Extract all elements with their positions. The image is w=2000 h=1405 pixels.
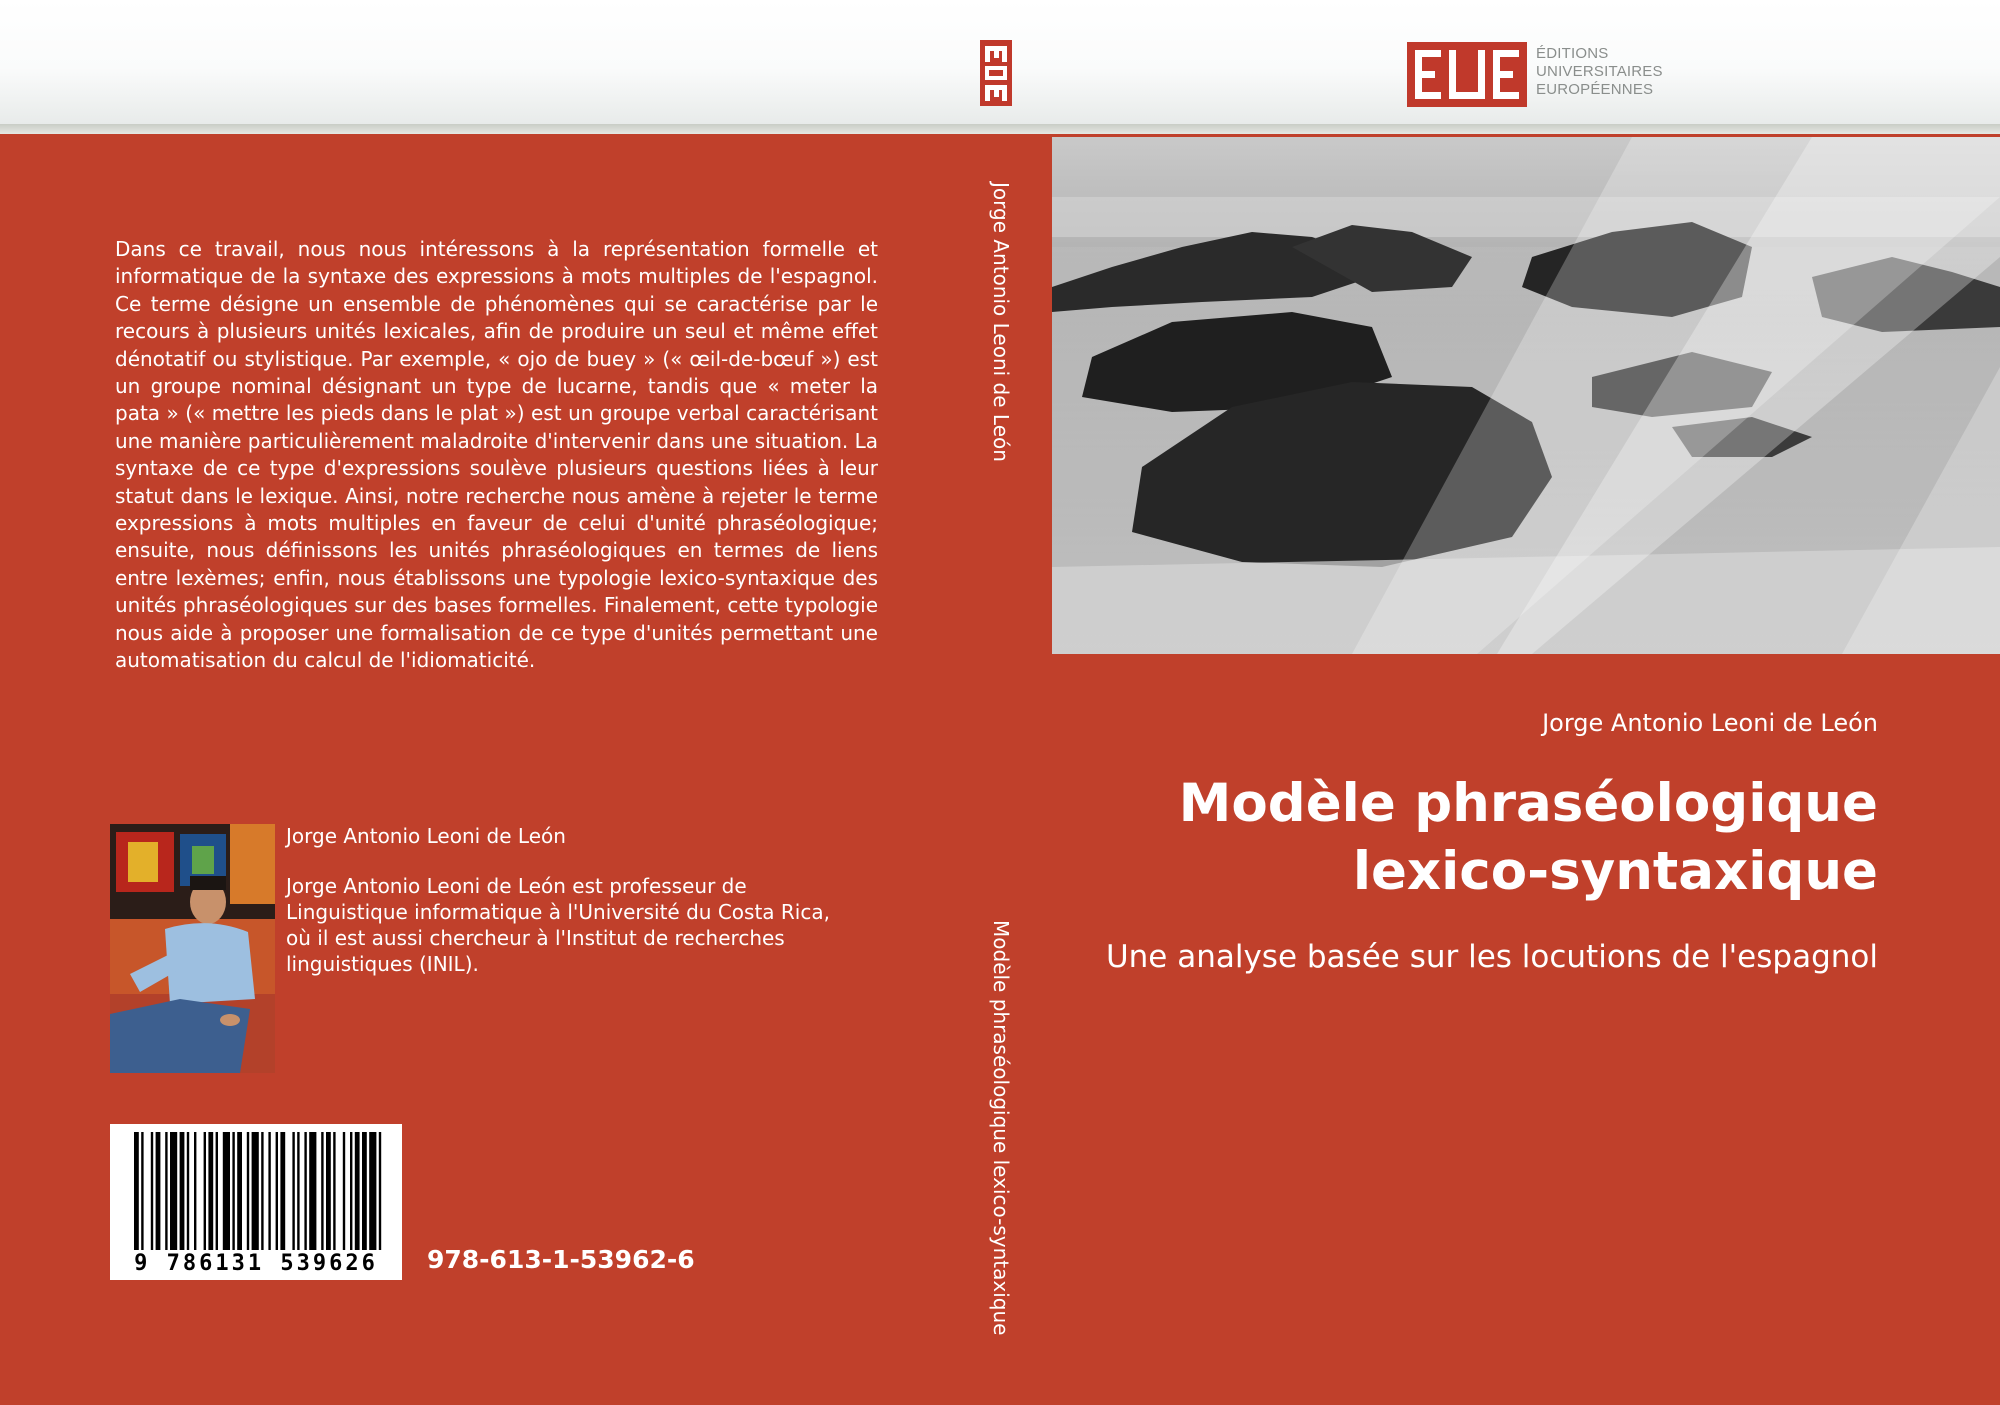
barcode-digits: 9 786131 539626: [134, 1251, 378, 1276]
barcode-bar: [261, 1132, 263, 1250]
spine-author: [984, 182, 1018, 482]
barcode-bar: [208, 1132, 213, 1250]
barcode-bar: [194, 1132, 196, 1250]
book-title-line: Modèle phraséologique: [1178, 773, 1878, 834]
barcode-bar: [369, 1132, 376, 1250]
back-author-name: Jorge Antonio Leoni de León: [286, 824, 566, 848]
barcode-bar: [165, 1132, 167, 1250]
publisher-logo-icon: [1407, 42, 1527, 107]
barcode-bar: [268, 1132, 270, 1250]
barcode-bar: [141, 1132, 143, 1250]
author-photo: [110, 824, 275, 1073]
isbn-barcode: [110, 1124, 402, 1280]
barcode-bar: [362, 1132, 367, 1250]
barcode-bar: [180, 1132, 185, 1250]
barcode-bar: [237, 1132, 242, 1250]
barcode-bar: [247, 1132, 249, 1250]
barcode-bar: [304, 1132, 306, 1250]
book-subtitle: Une analyse basée sur les locutions de l'espagnol: [1105, 939, 1878, 975]
spine-publisher-logo-icon: [980, 40, 1012, 106]
barcode-bar: [321, 1132, 323, 1250]
barcode-bar: [343, 1132, 345, 1250]
barcode-bar: [355, 1132, 360, 1250]
barcode-bar: [216, 1132, 218, 1250]
barcode-bar: [204, 1132, 206, 1250]
book-title: [1078, 770, 1878, 906]
barcode-bar: [151, 1132, 153, 1250]
barcode-bar: [379, 1132, 381, 1250]
publisher-name-line: UNIVERSITAIRES: [1536, 63, 1663, 80]
barcode-bar: [223, 1132, 230, 1250]
front-author-name: Jorge Antonio Leoni de León: [1542, 709, 1878, 737]
author-bio: Jorge Antonio Leoni de León est professeur de Linguistique informatique à l'Université du Costa Rica, où il est aussi chercheur à l'Institut de recherches linguistiques (INIL).: [286, 874, 830, 976]
spine-title-text: Modèle phraséologique lexico-syntaxique: [989, 920, 1013, 1336]
barcode-bar: [309, 1132, 316, 1250]
barcode-bar: [333, 1132, 335, 1250]
spine-title: [984, 920, 1018, 1336]
barcode-bar: [170, 1132, 177, 1250]
barcode-bar: [326, 1132, 331, 1250]
publisher-name: [1536, 45, 1663, 99]
barcode-bar: [297, 1132, 299, 1250]
barcode-bar: [232, 1132, 234, 1250]
back-cover-blurb: Dans ce travail, nous nous intéressons à la représentation formelle et informatique de la syntaxe des expressions à mots multiples de l'espagnol. Ce terme désigne un ensemble de phénomènes qui se caractérise par le recours à plusieurs unités lexicales, afin de produire un seul et même effet dénotatif ou stylistique. Par exemple, « ojo de buey » (« œil-de-bœuf ») est un groupe nominal désignant un type de lucarne, tandis que « meter la pata » (« mettre les pieds dans le plat ») est un groupe verbal caractérisant une manière particulièrement maladroite d'intervenir dans une situation. La syntaxe de ce type d'expressions soulève plusieurs questions liées à leur statut dans le lexique. Ainsi, notre recherche nous amène à rejeter le terme expressions à mots multiples en faveur de celui d'unité phraséologique; ensuite, nous définissons les unités phraséologiques en termes de liens entre lexèmes; enfin, nous établissons une typologie lexico-syntaxique des unités phraséologiques sur des bases formelles. Finalement, cette typologie nous aide à proposer une formalisation de ce type d'unités permettant une automatisation du calcul de l'idiomaticité.: [115, 237, 878, 673]
barcode-bar: [350, 1132, 352, 1250]
barcode-bar: [134, 1132, 139, 1250]
isbn-number: 978-613-1-53962-6: [427, 1245, 695, 1274]
book-title-line: lexico-syntaxique: [1352, 841, 1878, 902]
barcode-bar: [292, 1132, 294, 1250]
barcode-bar: [276, 1132, 278, 1250]
spine-author-text: Jorge Antonio Leoni de León: [989, 182, 1013, 462]
barcode-bar: [187, 1132, 189, 1250]
barcode-bar: [280, 1132, 285, 1250]
cover-photo-rocky-sea: [1052, 137, 2000, 654]
publisher-name-line: EUROPÉENNES: [1536, 81, 1654, 98]
publisher-name-line: ÉDITIONS: [1536, 45, 1609, 62]
header-divider: [0, 124, 2000, 134]
barcode-bar: [252, 1132, 259, 1250]
barcode-bar: [156, 1132, 161, 1250]
